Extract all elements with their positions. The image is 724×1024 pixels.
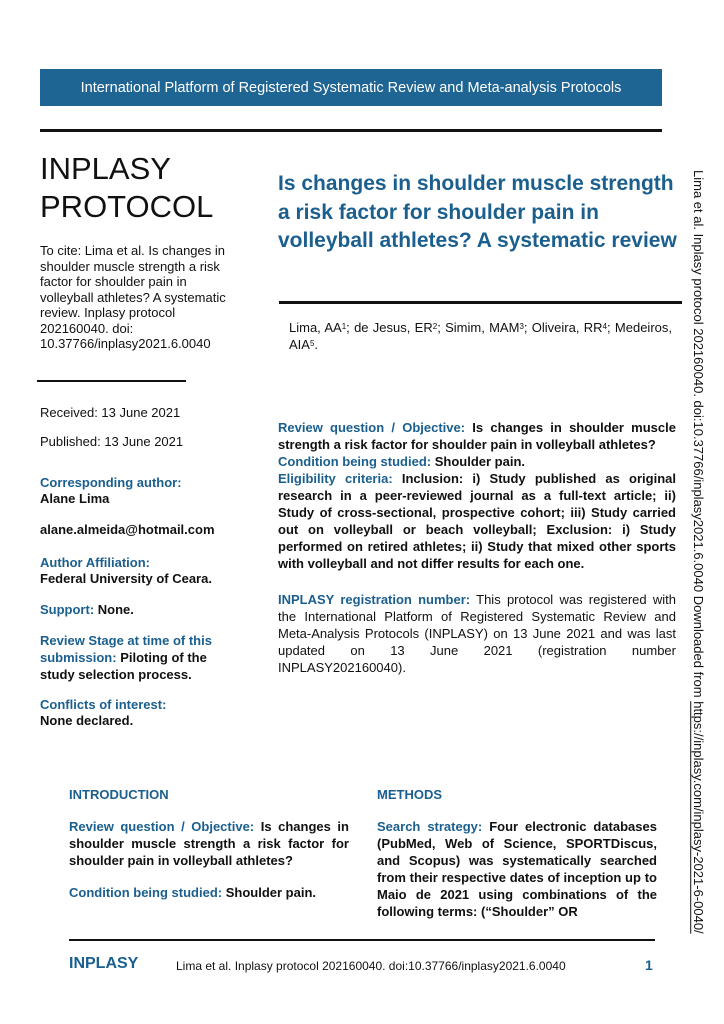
- author-name: [445, 320, 532, 335]
- author-name: [354, 320, 445, 335]
- conflicts-value: None declared.: [40, 713, 134, 728]
- author-text: Lima, AA: [289, 320, 342, 335]
- author-affiliation-number: 4: [602, 322, 607, 331]
- author-name: [532, 320, 615, 335]
- cite-rule: [37, 380, 186, 382]
- author-separator: ;: [523, 320, 532, 335]
- authors-list: [289, 319, 672, 353]
- side-download-note: [690, 170, 706, 934]
- intro-condition: [69, 884, 349, 901]
- registration-text: This protocol was registered with the International Platform of Registered Systematic Review and Meta-Analysis Protocols (INPLASY) on 13 June 2021 and was last updated on 13 June 2021 (registration number INPLASY202160040).: [278, 592, 676, 675]
- brand-line-1: INPLASY: [40, 151, 171, 186]
- email-link[interactable]: alane.almeida@hotmail.com: [40, 522, 215, 537]
- author-affiliation-number: 3: [519, 322, 524, 331]
- corresponding-name: Alane Lima: [40, 491, 110, 506]
- author-text: Medeiros, AIA: [289, 320, 672, 352]
- corresponding-label: Corresponding author:: [40, 475, 182, 490]
- header-banner: [40, 69, 662, 106]
- rq-value: Is changes in shoulder muscle strength a risk factor for shoulder pain in volleyball athletes?: [278, 420, 676, 452]
- affiliation-label: Author Affiliation:: [40, 555, 150, 570]
- support-value: None.: [97, 602, 134, 617]
- search-strategy-label: Search strategy:: [377, 819, 483, 834]
- eligibility-label: Eligibility criteria:: [278, 471, 393, 486]
- protocol-brand: [40, 150, 213, 226]
- introduction-section: [69, 786, 349, 901]
- published-date: Published: 13 June 2021: [40, 434, 184, 449]
- author-name: [289, 320, 354, 335]
- methods-section: [377, 786, 657, 920]
- brand-line-2: PROTOCOL: [40, 189, 214, 224]
- affiliation-value: Federal University of Ceara.: [40, 571, 212, 586]
- registration-label: INPLASY registration number:: [278, 592, 471, 607]
- banner-text: International Platform of Registered Systematic Review and Meta-analysis Protocols: [80, 79, 622, 96]
- rq-label: Review question / Objective:: [278, 420, 466, 435]
- author-separator: ;: [346, 320, 355, 335]
- support-row: [40, 601, 134, 618]
- intro-condition-label: Condition being studied:: [69, 885, 223, 900]
- footer-rule: [69, 939, 655, 941]
- registration-block: [278, 591, 676, 676]
- introduction-heading: INTRODUCTION: [69, 787, 169, 802]
- support-label: Support:: [40, 602, 95, 617]
- search-strategy-value: Four electronic databases (PubMed, Web of Science, SPORTDiscus, and Scopus) was systematically searched from their respective dates of inception up to Maio de 2021 using combinations of the following terms: (“Shoulder” OR: [377, 819, 657, 919]
- methods-heading: METHODS: [377, 787, 442, 802]
- article-title: Is changes in shoulder muscle strength a risk factor for shoulder pain in volleyball athletes? A systematic review: [278, 172, 677, 252]
- conflicts-label: Conflicts of interest:: [40, 697, 167, 712]
- intro-rq: [69, 818, 349, 869]
- author-text: Simim, MAM: [445, 320, 520, 335]
- cite-block: To cite: Lima et al. Is changes in shoulder muscle strength a risk factor for shoulder pain in volleyball athletes? A systematic review. Inplasy protocol 202160040. doi: 10.37766/inplasy2021.6.0040: [40, 243, 226, 351]
- summary-block: [278, 419, 676, 572]
- eligibility-value: Inclusion: i) Study published as original research in a peer-reviewed journal as a full-text article; ii) Study of cross-sectional, prospective cohort; iii) Study carried out on volleyball or beach volleyball; Exclusion: i) Study performed on retired athletes; ii) Study that mixed other sports with volleyball and not differ results for each one.: [278, 471, 676, 571]
- received-date: Received: 13 June 2021: [40, 405, 181, 420]
- side-note-link[interactable]: https://inplasy.com/inplasy-2021-6-0040/: [691, 701, 706, 934]
- intro-rq-value: Is changes in shoulder muscle strength a risk factor for shoulder pain in volleyball athletes?: [69, 819, 349, 868]
- intro-condition-value: Shoulder pain.: [225, 885, 317, 900]
- footer-citation: Lima et al. Inplasy protocol 202160040. doi:10.37766/inplasy2021.6.0040: [176, 959, 566, 973]
- author-affiliation-number: 1: [341, 322, 347, 331]
- condition-label: Condition being studied:: [278, 454, 432, 469]
- condition-value: Shoulder pain.: [434, 454, 526, 469]
- header-rule: [40, 129, 662, 132]
- search-strategy: [377, 818, 657, 920]
- title-rule: [279, 301, 682, 304]
- author-affiliation-number: 5: [309, 339, 315, 348]
- page-number: 1: [645, 957, 653, 973]
- author-separator: ;: [607, 320, 615, 335]
- author-separator: .: [314, 337, 319, 352]
- author-affiliation-number: 2: [432, 322, 438, 331]
- intro-rq-label: Review question / Objective:: [69, 819, 255, 834]
- stage-value: Piloting of the study selection process.: [40, 650, 207, 682]
- stage-label: Review Stage at time of this submission:: [40, 633, 212, 665]
- author-separator: ;: [437, 320, 446, 335]
- footer-brand: INPLASY: [69, 955, 139, 972]
- stage-block: [40, 632, 240, 683]
- side-note-text: Lima et al. Inplasy protocol 202160040. doi:10.37766/inplasy2021.6.0040 Downloaded from: [691, 170, 706, 702]
- author-text: de Jesus, ER: [354, 320, 433, 335]
- author-text: Oliveira, RR: [531, 320, 603, 335]
